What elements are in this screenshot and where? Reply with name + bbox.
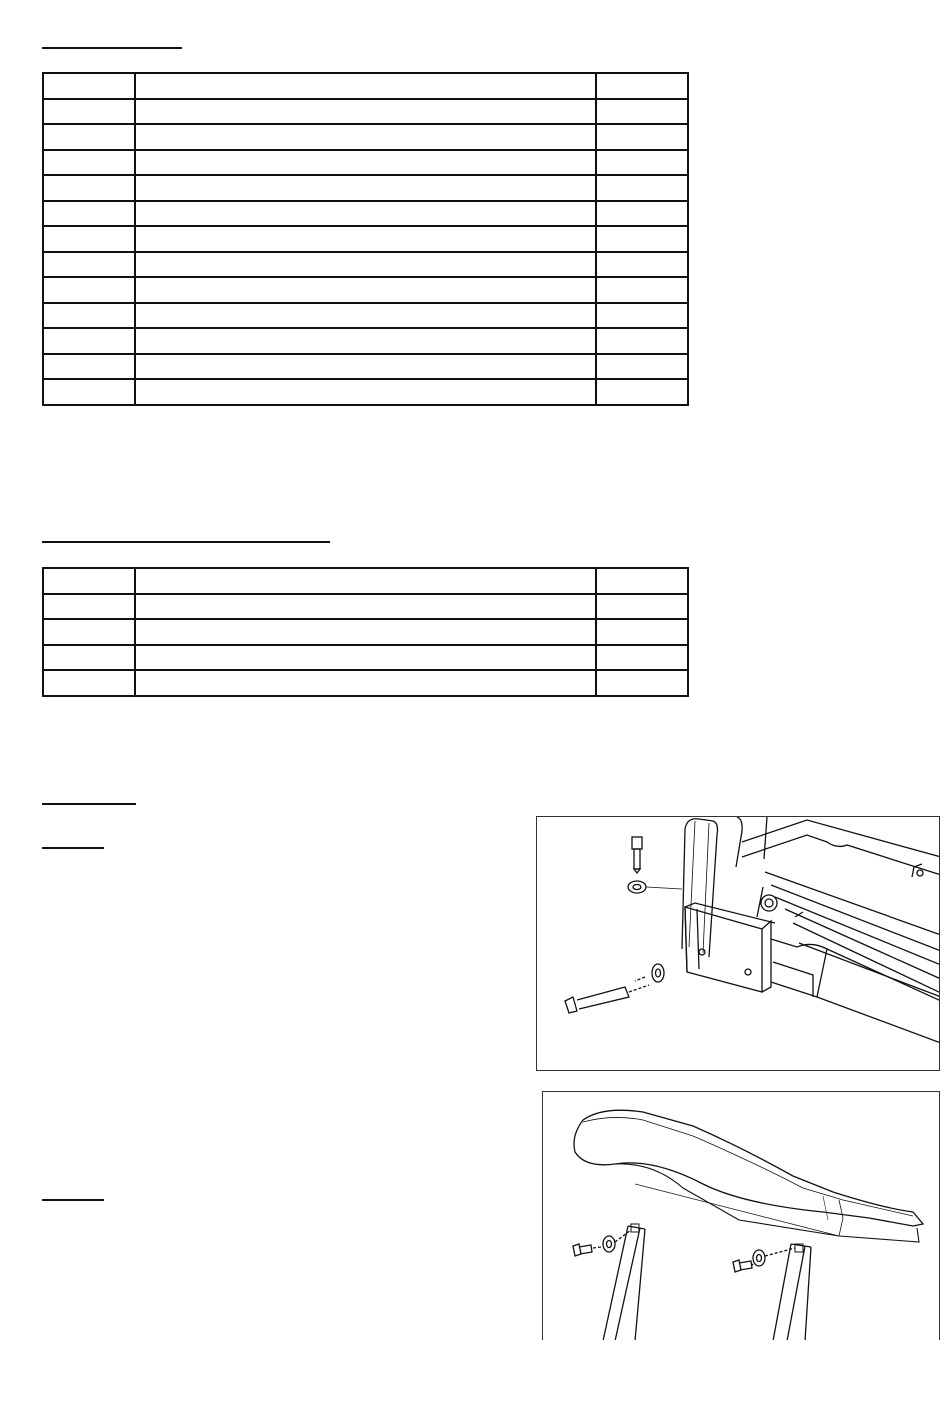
- part-description-cell: [135, 379, 596, 405]
- part-number-cell: [43, 568, 135, 594]
- part-number-cell: [43, 670, 135, 696]
- part-description-cell: [135, 252, 596, 278]
- bolt: [632, 837, 642, 873]
- part-description-cell: [135, 175, 596, 201]
- part-description-cell: [135, 670, 596, 696]
- long-bolt: [565, 985, 649, 1013]
- table-header-row: [43, 73, 688, 99]
- part-quantity-cell: [596, 670, 688, 696]
- parts-table-1: [42, 72, 689, 406]
- part-description-cell: [135, 645, 596, 671]
- table-row: [43, 252, 688, 278]
- table-row: [43, 124, 688, 150]
- part-number-cell: [43, 226, 135, 252]
- part-number-cell: [43, 124, 135, 150]
- part-description-cell: [135, 226, 596, 252]
- part-description-cell: [135, 354, 596, 380]
- part-quantity-cell: [596, 303, 688, 329]
- section-1-heading-underline: [42, 47, 182, 49]
- part-quantity-cell: [596, 619, 688, 645]
- part-description-cell: [135, 73, 596, 99]
- part-description-cell: [135, 201, 596, 227]
- part-quantity-cell: [596, 175, 688, 201]
- side-rail: [742, 820, 940, 993]
- part-description-cell: [135, 277, 596, 303]
- step-2-figure: [542, 1091, 940, 1340]
- screws: [573, 1244, 752, 1272]
- table-row: [43, 150, 688, 176]
- step-2-title-underline: [42, 1199, 104, 1201]
- part-number-cell: [43, 277, 135, 303]
- part-description-cell: [135, 568, 596, 594]
- part-number-cell: [43, 379, 135, 405]
- part-description-cell: [135, 99, 596, 125]
- table-row: [43, 645, 688, 671]
- part-quantity-cell: [596, 226, 688, 252]
- part-description-cell: [135, 150, 596, 176]
- table-row: [43, 201, 688, 227]
- part-quantity-cell: [596, 354, 688, 380]
- part-description-cell: [135, 124, 596, 150]
- part-number-cell: [43, 594, 135, 620]
- table-row: [43, 354, 688, 380]
- washer: [628, 881, 682, 982]
- part-description-cell: [135, 594, 596, 620]
- step-1-figure: [536, 816, 940, 1071]
- parts-table-2: [42, 567, 689, 697]
- table-row: [43, 99, 688, 125]
- table-row: [43, 303, 688, 329]
- upright-tubes: [603, 1224, 811, 1340]
- part-number-cell: [43, 328, 135, 354]
- part-quantity-cell: [596, 568, 688, 594]
- part-quantity-cell: [596, 277, 688, 303]
- table-row: [43, 670, 688, 696]
- part-number-cell: [43, 645, 135, 671]
- part-quantity-cell: [596, 645, 688, 671]
- part-number-cell: [43, 619, 135, 645]
- part-number-cell: [43, 303, 135, 329]
- base-frame: [685, 903, 940, 1043]
- part-quantity-cell: [596, 150, 688, 176]
- part-quantity-cell: [596, 252, 688, 278]
- table-row: [43, 379, 688, 405]
- part-number-cell: [43, 73, 135, 99]
- part-number-cell: [43, 175, 135, 201]
- part-number-cell: [43, 354, 135, 380]
- table-header-row: [43, 568, 688, 594]
- part-quantity-cell: [596, 99, 688, 125]
- table-row: [43, 619, 688, 645]
- part-description-cell: [135, 303, 596, 329]
- table-row: [43, 594, 688, 620]
- part-description-cell: [135, 619, 596, 645]
- part-quantity-cell: [596, 201, 688, 227]
- assembly-heading-underline: [42, 803, 136, 805]
- step-1-title-underline: [42, 847, 104, 849]
- part-number-cell: [43, 252, 135, 278]
- part-quantity-cell: [596, 124, 688, 150]
- part-quantity-cell: [596, 73, 688, 99]
- console: [574, 1110, 923, 1242]
- section-2-heading-underline: [42, 541, 330, 543]
- table-row: [43, 226, 688, 252]
- part-quantity-cell: [596, 594, 688, 620]
- part-number-cell: [43, 201, 135, 227]
- table-row: [43, 328, 688, 354]
- part-quantity-cell: [596, 379, 688, 405]
- table-row: [43, 277, 688, 303]
- part-number-cell: [43, 99, 135, 125]
- part-number-cell: [43, 150, 135, 176]
- part-quantity-cell: [596, 328, 688, 354]
- table-row: [43, 175, 688, 201]
- part-description-cell: [135, 328, 596, 354]
